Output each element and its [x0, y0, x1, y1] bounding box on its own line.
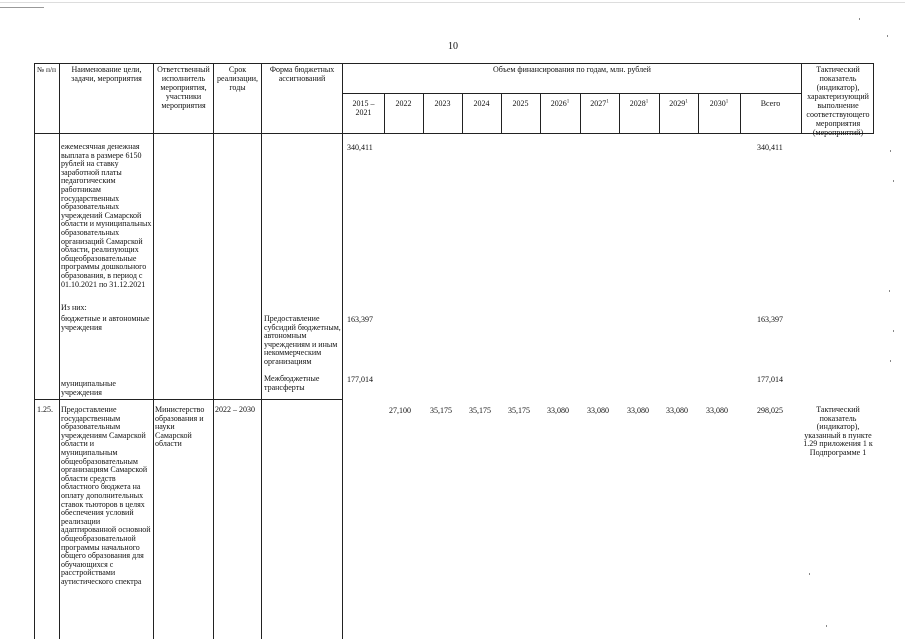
row1-name: ежемесячная денежная выплата в размере 6150 рублей на ставку заработной платы педагогическим работникам государственных образовательных учреждений Самарской области и муниципальных образовательных организаций Самарской области, реализующих общеобразовательные программы дошкольного образования, в период с 01.10.2021 по 31.12.2021 [61, 142, 152, 289]
row4-v2022: 27,100 [389, 406, 411, 415]
year-2030: 2030$^1$ [709, 99, 729, 108]
row4-v2026: 33,080 [547, 406, 569, 415]
header-volume: Объем финансирования по годам, млн. рублей [493, 65, 651, 74]
header-num: № п/п [36, 65, 57, 74]
row4-v2025: 35,175 [508, 406, 530, 415]
row4-num: 1.25. [37, 405, 53, 414]
row2-name: бюджетные и автономные учреждения [61, 314, 150, 332]
row2-form: Предоставление субсидий бюджетным, автономным учреждениям и иным некоммерческим организациям [264, 314, 341, 366]
year-2028: 2028$^1$ [629, 99, 649, 108]
iz-nih-label: Из них: [61, 303, 87, 312]
row4-v2030: 33,080 [706, 406, 728, 415]
row3-total: 177,014 [757, 375, 783, 384]
row4-v2028: 33,080 [627, 406, 649, 415]
year-total: Всего [760, 99, 781, 108]
row4-v2024: 35,175 [469, 406, 491, 415]
row4-responsible: Министерство образования и науки Самарской области [155, 405, 205, 449]
row1-total: 340,411 [757, 143, 783, 152]
year-2015: 2015 – 2021 [352, 99, 375, 117]
row3-name: муниципальные учреждения [61, 379, 116, 397]
year-2025: 2025 [512, 99, 529, 108]
row4-v2029: 33,080 [666, 406, 688, 415]
row4-total: 298,025 [757, 406, 783, 415]
row2-total: 163,397 [757, 315, 783, 324]
row4-name: Предоставление государственным образовательным учреждениям Самарской области и муниципальным общеобразовательным организациям Самарской области средств областного бюджета на оплату дополнительных ставок тьюторов в целях обеспечения условий реализации адаптированной основной общеобразовательной программы начального общего образования для обучающихся с расстройствами аутистического спектра [61, 405, 151, 586]
row1-v2015: 340,411 [347, 143, 373, 152]
header-responsible: Ответственный исполнитель мероприятия, участники мероприятия [157, 65, 210, 110]
year-2023: 2023 [434, 99, 451, 108]
year-2029: 2029$^1$ [669, 99, 688, 108]
year-2026: 2026$^1$ [550, 99, 570, 108]
header-term: Срок реализации, годы [216, 65, 259, 92]
year-2024: 2024 [473, 99, 490, 108]
row4-term: 2022 – 2030 [215, 405, 255, 414]
row2-v2015: 163,397 [347, 315, 373, 324]
year-2022: 2022 [395, 99, 412, 108]
year-2027: 2027$^1$ [590, 99, 609, 108]
row3-form: Межбюджетные трансферты [264, 374, 320, 392]
row4-v2023: 35,175 [430, 406, 452, 415]
header-indicator: Тактический показатель (индикатор), характеризующий выполнение соответствующего мероприятия (мероприятий) [806, 65, 870, 137]
row3-v2015: 177,014 [347, 375, 373, 384]
row4-indicator: Тактический показатель (индикатор), указанный в пункте 1.29 приложения 1 к Подпрограмме 1 [803, 405, 873, 457]
page-number: 10 [448, 41, 458, 52]
header-form: Форма бюджетных ассигнований [269, 65, 335, 83]
row4-v2027: 33,080 [587, 406, 609, 415]
header-name: Наименование цели, задачи, мероприятия [71, 65, 142, 83]
